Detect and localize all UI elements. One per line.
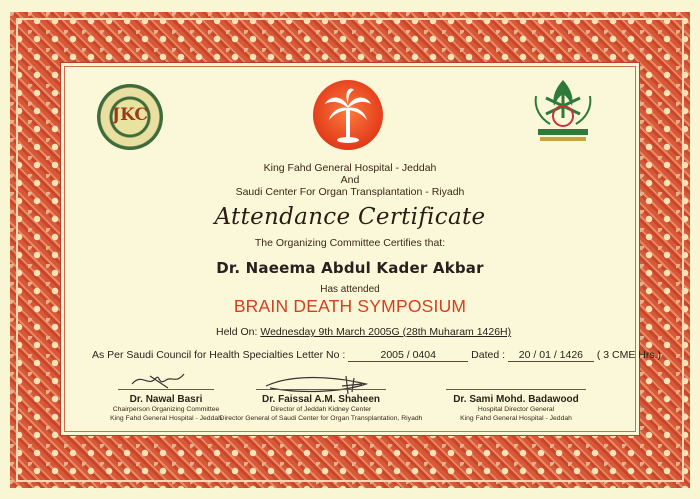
- signature-line-3: [446, 389, 586, 390]
- recipient-name: Dr. Naeema Abdul Kader Akbar: [216, 259, 484, 277]
- council-prefix: As Per Saudi Council for Health Specialties Letter No :: [92, 349, 346, 361]
- signatory-3-role-line1: Hospital Director General: [477, 406, 555, 413]
- signatory-3-role: [426, 406, 606, 423]
- council-line: [92, 349, 661, 362]
- event-name: BRAIN DEATH SYMPOSIUM: [233, 296, 467, 316]
- signatory-2-role-line2: Director General of Saudi Center for Organ Transplantation, Riyadh: [219, 414, 423, 422]
- signature-line-2: [256, 389, 386, 390]
- signatory-1-name: Dr. Nawal Basri: [129, 394, 203, 405]
- ministry-emblem-icon: [526, 74, 600, 148]
- certifies-text: The Organizing Committee Certifies that:: [254, 237, 446, 249]
- letter-number: 2005 / 0404: [348, 349, 468, 362]
- signatory-1-role-line1: Chairperson Organizing Committee: [112, 406, 220, 413]
- signatory-3-role-line2: King Fahd General Hospital - Jeddah: [460, 414, 572, 422]
- dated-label: Dated :: [471, 349, 505, 361]
- kidney-center-seal-icon: [97, 84, 163, 150]
- dated-value: 20 / 01 / 1426: [508, 349, 594, 362]
- issuer-hospital: King Fahd General Hospital - Jeddah: [263, 162, 437, 174]
- signature-2-icon: [262, 372, 372, 396]
- held-on-line: [216, 326, 511, 338]
- attended-text: Has attended: [320, 284, 380, 295]
- cme-hours: ( 3 CME Hrs.): [596, 349, 662, 361]
- signature-line-1: [118, 389, 214, 390]
- certificate-title: Attendance Certificate: [214, 204, 486, 230]
- signatory-2-name: Dr. Faissal A.M. Shaheen: [261, 394, 380, 405]
- signatory-2-role-line1: Director of Jeddah Kidney Center: [270, 406, 372, 413]
- seal-monogram: JKC: [112, 105, 148, 125]
- issuer-and: And: [340, 174, 360, 186]
- held-on-date: Wednesday 9th March 2005G (28th Muharam 1426H): [260, 326, 512, 338]
- issuer-center: Saudi Center For Organ Transplantation - Riyadh: [235, 186, 465, 198]
- held-on-label: Held On:: [216, 326, 258, 338]
- signatory-2-role: [206, 406, 436, 423]
- palm-tree-logo-icon: [313, 80, 383, 150]
- signatory-3-name: Dr. Sami Mohd. Badawood: [453, 394, 579, 405]
- signatory-1-role-line2: King Fahd General Hospital - Jeddah: [110, 414, 222, 422]
